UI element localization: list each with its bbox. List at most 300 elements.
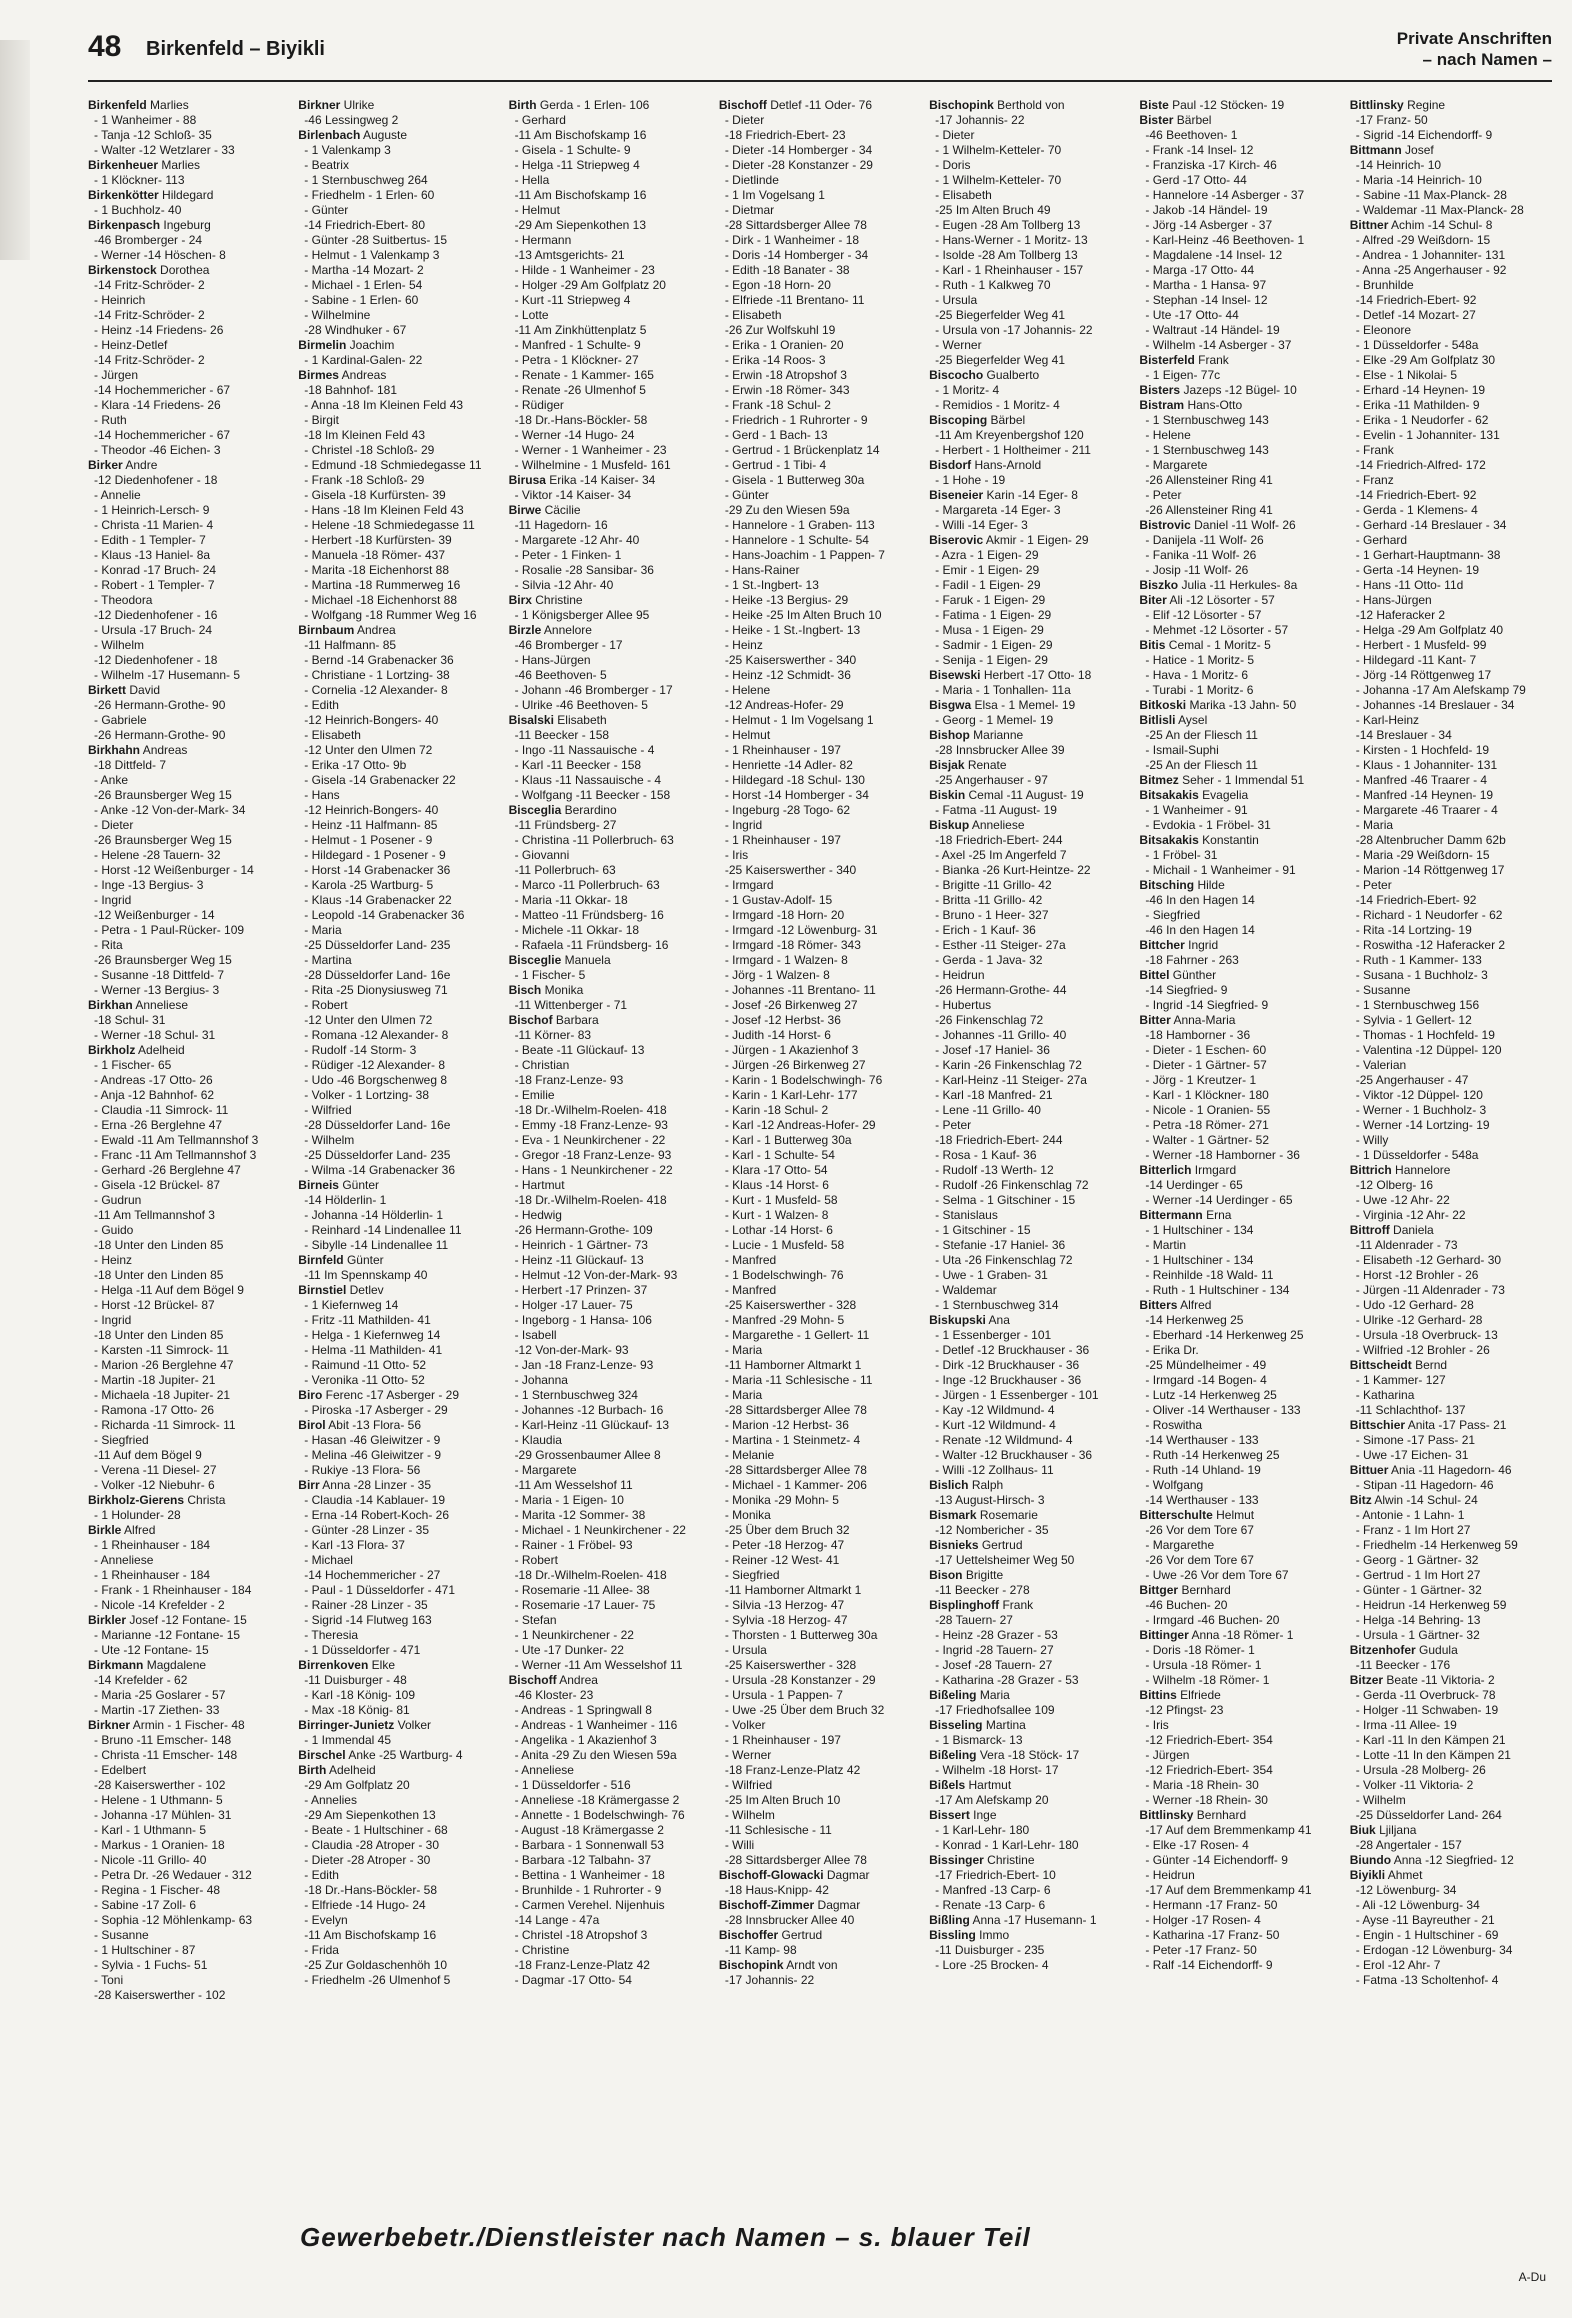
- entry-text: - Ute -17 Otto- 44: [1145, 308, 1239, 322]
- directory-entry: [1350, 308, 1550, 323]
- entry-text: - Werner -18 Schul- 31: [94, 1028, 216, 1042]
- entry-text: Rosemarie: [979, 1508, 1038, 1522]
- directory-entry: [509, 173, 709, 188]
- entry-text: -13 August-Hirsch- 3: [935, 1493, 1045, 1507]
- entry-surname: Birth: [298, 1763, 327, 1777]
- entry-text: Alwin -14 Schul- 24: [1374, 1493, 1478, 1507]
- directory-entry: [298, 308, 498, 323]
- entry-text: - Manfred - 1 Schulte- 9: [514, 338, 641, 352]
- entry-text: - Roswitha: [1145, 1418, 1203, 1432]
- entry-text: - Sophia -12 Möhlenkamp- 63: [94, 1913, 253, 1927]
- entry-text: - Marita -18 Eichenhorst 88: [304, 563, 450, 577]
- directory-entry: [929, 233, 1129, 248]
- entry-text: - Evelyn: [304, 1913, 348, 1927]
- entry-text: -28 Sittardsberger Allee 78: [724, 1853, 867, 1867]
- directory-entry: [719, 1283, 919, 1298]
- directory-entry: [719, 593, 919, 608]
- entry-text: - Hans -11 Otto- 11d: [1355, 578, 1464, 592]
- entry-text: - Heinz: [724, 638, 763, 652]
- directory-entry: [298, 1703, 498, 1718]
- entry-text: - 1 Wilhelm-Ketteler- 70: [935, 143, 1062, 157]
- directory-entry: [88, 188, 288, 203]
- entry-text: - Peter: [1355, 878, 1392, 892]
- directory-entry: [719, 368, 919, 383]
- directory-entry: [1350, 1523, 1550, 1538]
- entry-text: - Heinrich - 1 Gärtner- 73: [514, 1238, 648, 1252]
- directory-entry: [88, 1883, 288, 1898]
- directory-entry: [719, 263, 919, 278]
- entry-text: - Anneliese: [514, 1763, 574, 1777]
- entry-text: - Sabine -11 Max-Planck- 28: [1355, 188, 1507, 202]
- directory-entry: [88, 1733, 288, 1748]
- directory-entry: [1139, 1118, 1339, 1133]
- entry-surname: Birkenkötter: [88, 188, 159, 202]
- directory-entry: [298, 1643, 498, 1658]
- entry-text: - Karl -12 Andreas-Hofer- 29: [724, 1118, 876, 1132]
- directory-entry: [929, 608, 1129, 623]
- directory-entry: [298, 473, 498, 488]
- directory-entry: [929, 1298, 1129, 1313]
- directory-entry: [1350, 1253, 1550, 1268]
- directory-entry: [1139, 173, 1339, 188]
- directory-entry: [719, 1403, 919, 1418]
- entry-text: - Walter -12 Bruckhauser - 36: [935, 1448, 1093, 1462]
- entry-text: - Hermann: [514, 233, 572, 247]
- directory-entry: [1350, 1403, 1550, 1418]
- directory-entry: [719, 1478, 919, 1493]
- directory-entry: [1350, 1028, 1550, 1043]
- entry-text: - Jürgen -26 Birkenweg 27: [724, 1058, 866, 1072]
- entry-surname: Bittscheidt: [1349, 1358, 1412, 1372]
- entry-text: - Manfred -14 Heynen- 19: [1355, 788, 1494, 802]
- directory-entry: [719, 1928, 919, 1943]
- directory-entry: [1139, 1103, 1339, 1118]
- entry-text: Cemal - 1 Moritz- 5: [1168, 638, 1271, 652]
- directory-entry: [509, 1208, 709, 1223]
- directory-entry: [1350, 908, 1550, 923]
- directory-entry: [719, 1238, 919, 1253]
- directory-entry: [929, 1118, 1129, 1133]
- directory-entry: [298, 1853, 498, 1868]
- directory-entry: [719, 728, 919, 743]
- entry-text: - Maria - 1 Eigen- 10: [514, 1493, 624, 1507]
- entry-text: - Werner: [935, 338, 982, 352]
- entry-text: - Brunhilde - 1 Ruhrorter - 9: [514, 1883, 662, 1897]
- entry-text: - Piroska -17 Asberger - 29: [304, 1403, 448, 1417]
- directory-entry: [88, 413, 288, 428]
- entry-text: - 1 Hohe - 19: [935, 473, 1006, 487]
- entry-text: - Maria -18 Rhein- 30: [1145, 1778, 1259, 1792]
- entry-text: -25 Im Alten Bruch 10: [724, 1793, 841, 1807]
- entry-text: Gertrud: [981, 1538, 1023, 1552]
- directory-entry: [1139, 1658, 1339, 1673]
- directory-entry: [719, 383, 919, 398]
- directory-entry: [1350, 503, 1550, 518]
- directory-entry: [1139, 1448, 1339, 1463]
- directory-entry: [929, 1178, 1129, 1193]
- entry-text: - Esther -11 Steiger- 27a: [935, 938, 1066, 952]
- directory-entry: [929, 953, 1129, 968]
- entry-text: - Elisabeth -12 Gerhard- 30: [1355, 1253, 1502, 1267]
- entry-text: - Michael -18 Eichenhorst 88: [304, 593, 458, 607]
- directory-entry: [929, 188, 1129, 203]
- directory-entry: [509, 1673, 709, 1688]
- directory-entry: [298, 128, 498, 143]
- directory-entry: [509, 308, 709, 323]
- entry-text: -14 Fritz-Schröder- 2: [94, 278, 205, 292]
- entry-text: - Gudrun: [94, 1193, 142, 1207]
- entry-text: - Hildegard -18 Schul- 130: [724, 773, 865, 787]
- directory-entry: [1139, 1253, 1339, 1268]
- directory-entry: [1350, 878, 1550, 893]
- entry-text: -11 Duisburger - 48: [304, 1673, 407, 1687]
- directory-entry: [929, 893, 1129, 908]
- entry-text: Volker: [397, 1718, 431, 1732]
- entry-text: Christa: [187, 1493, 226, 1507]
- entry-surname: Bisseling: [929, 1718, 983, 1732]
- directory-entry: [298, 323, 498, 338]
- directory-entry: [719, 1118, 919, 1133]
- directory-entry: [929, 128, 1129, 143]
- entry-surname: Birol: [298, 1418, 326, 1432]
- entry-text: - Reinhilde -18 Wald- 11: [1145, 1268, 1274, 1282]
- entry-text: - Isolde -28 Am Tollberg 13: [935, 248, 1078, 262]
- directory-entry: [719, 713, 919, 728]
- directory-entry: [298, 968, 498, 983]
- entry-text: - Holger -29 Am Golfplatz 20: [514, 278, 666, 292]
- entry-surname: Birzle: [508, 623, 542, 637]
- directory-entry: [719, 1943, 919, 1958]
- directory-entry: [298, 668, 498, 683]
- entry-text: - Oliver -14 Werthauser - 133: [1145, 1403, 1301, 1417]
- entry-text: -11 Am Bischofskamp 16: [514, 128, 647, 142]
- directory-entry: [509, 428, 709, 443]
- entry-surname: Bistrovic: [1139, 518, 1191, 532]
- entry-text: - Anneliese -18 Krämergasse 2: [514, 1793, 680, 1807]
- directory-entry: [509, 1628, 709, 1643]
- entry-text: - Jan -18 Franz-Lenze- 93: [514, 1358, 654, 1372]
- directory-entry: [719, 1883, 919, 1898]
- directory-entry: [298, 788, 498, 803]
- entry-text: - Rafaela -11 Fründsberg- 16: [514, 938, 669, 952]
- entry-text: - Hans-Jürgen: [1355, 593, 1432, 607]
- directory-entry: [1350, 1448, 1550, 1463]
- directory-entry: [509, 1073, 709, 1088]
- entry-text: -46 In den Hagen 14: [1145, 893, 1255, 907]
- directory-entry: [1350, 1658, 1550, 1673]
- directory-entry: [1139, 683, 1339, 698]
- entry-text: -11 Hamborner Altmarkt 1: [724, 1583, 862, 1597]
- directory-entry: [298, 233, 498, 248]
- entry-text: - Nicole - 1 Oranien- 55: [1145, 1103, 1271, 1117]
- side-index-tab: [0, 40, 30, 260]
- directory-entry: [1139, 338, 1339, 353]
- directory-entry: [719, 1913, 919, 1928]
- directory-entry: [1350, 758, 1550, 773]
- entry-text: - Monika -29 Mohn- 5: [724, 1493, 839, 1507]
- directory-entry: [929, 698, 1129, 713]
- directory-entry: [88, 1253, 288, 1268]
- directory-entry: [88, 473, 288, 488]
- directory-entry: [1350, 1853, 1550, 1868]
- entry-text: - Maria: [724, 1343, 763, 1357]
- directory-entry: [1350, 1193, 1550, 1208]
- directory-entry: [298, 593, 498, 608]
- entry-text: - Jörg - 1 Kreutzer- 1: [1145, 1073, 1257, 1087]
- directory-entry: [298, 713, 498, 728]
- directory-entry: [298, 1103, 498, 1118]
- directory-entry: [298, 1808, 498, 1823]
- directory-entry: [509, 1883, 709, 1898]
- directory-entry: [88, 563, 288, 578]
- entry-text: - Antonie - 1 Lahn- 1: [1355, 1508, 1465, 1522]
- directory-entry: [298, 623, 498, 638]
- entry-surname: Bitsching: [1139, 878, 1195, 892]
- directory-entry: [1139, 758, 1339, 773]
- directory-entry: [509, 1343, 709, 1358]
- entry-text: -25 Kaiserswerther - 328: [724, 1298, 857, 1312]
- entry-text: - Frank -18 Schloß- 29: [304, 473, 425, 487]
- entry-text: -11 Am Zinkhüttenplatz 5: [514, 323, 647, 337]
- directory-entry: [929, 383, 1129, 398]
- directory-entry: [719, 1508, 919, 1523]
- entry-text: - Wilfried: [304, 1103, 352, 1117]
- entry-text: Inge: [973, 1808, 997, 1822]
- directory-entry: [929, 398, 1129, 413]
- entry-text: - Helmut: [724, 728, 771, 742]
- directory-entry: [719, 1268, 919, 1283]
- directory-entry: [88, 1673, 288, 1688]
- directory-entry: [1350, 413, 1550, 428]
- directory-entry: [509, 893, 709, 908]
- entry-text: - Inge -12 Bruckhauser - 36: [935, 1373, 1082, 1387]
- directory-entry: [1139, 458, 1339, 473]
- entry-text: - Jörg - 1 Walzen- 8: [724, 968, 830, 982]
- entry-text: - Else - 1 Nikolai- 5: [1355, 368, 1458, 382]
- directory-entry: [929, 1673, 1129, 1688]
- entry-surname: Biste: [1139, 98, 1169, 112]
- entry-text: - Sabine - 1 Erlen- 60: [304, 293, 419, 307]
- entry-text: -25 Kaiserswerther - 340: [724, 653, 857, 667]
- directory-entry: [88, 503, 288, 518]
- entry-surname: Bislich: [929, 1478, 969, 1492]
- directory-entry: [929, 533, 1129, 548]
- directory-entry: [1139, 1688, 1339, 1703]
- entry-text: - Rudolf -26 Finkenschlag 72: [935, 1178, 1089, 1192]
- entry-text: Akmir - 1 Eigen- 29: [985, 533, 1089, 547]
- entry-text: - Ursula -18 Römer- 1: [1145, 1658, 1262, 1672]
- directory-entry: [509, 563, 709, 578]
- directory-entry: [719, 503, 919, 518]
- directory-entry: [929, 1238, 1129, 1253]
- directory-entry: [88, 1598, 288, 1613]
- entry-text: Ingrid: [1188, 938, 1219, 952]
- directory-entry: [929, 728, 1129, 743]
- directory-entry: [509, 1388, 709, 1403]
- directory-entry: [509, 383, 709, 398]
- directory-entry: [719, 458, 919, 473]
- entry-text: Frank: [1002, 1598, 1034, 1612]
- directory-entry: [719, 1088, 919, 1103]
- directory-entry: [719, 1523, 919, 1538]
- entry-surname: Bittroff: [1349, 1223, 1390, 1237]
- directory-entry: [1350, 728, 1550, 743]
- entry-text: Aysel: [1178, 713, 1208, 727]
- entry-text: - 1 Königsberger Allee 95: [514, 608, 650, 622]
- directory-column: [1350, 98, 1550, 2178]
- entry-text: - Mehmet -12 Lösorter - 57: [1145, 623, 1289, 637]
- directory-entry: [88, 428, 288, 443]
- entry-text: - Dietmar: [724, 203, 775, 217]
- entry-text: - Christian: [514, 1058, 570, 1072]
- entry-text: Ali -12 Lösorter - 57: [1169, 593, 1275, 607]
- entry-surname: Birnbaum: [298, 623, 355, 637]
- entry-text: - Rüdiger: [514, 398, 564, 412]
- directory-entry: [719, 653, 919, 668]
- entry-text: - Willi: [724, 1838, 755, 1852]
- directory-entry: [1139, 203, 1339, 218]
- entry-text: - Christina -11 Pollerbruch- 63: [514, 833, 674, 847]
- entry-text: - Helmut: [514, 203, 560, 217]
- directory-entry: [719, 788, 919, 803]
- page-number: 48: [88, 30, 122, 63]
- entry-text: Joachim: [349, 338, 395, 352]
- entry-text: - Erika -14 Roos- 3: [724, 353, 826, 367]
- entry-text: -14 Werthauser - 133: [1145, 1433, 1259, 1447]
- directory-entry: [298, 1658, 498, 1673]
- directory-entry: [509, 1028, 709, 1043]
- directory-entry: [509, 1268, 709, 1283]
- entry-text: - Rita -25 Dionysiusweg 71: [304, 983, 448, 997]
- directory-entry: [88, 1448, 288, 1463]
- directory-entry: [1139, 323, 1339, 338]
- directory-entry: [88, 1628, 288, 1643]
- directory-entry: [719, 1538, 919, 1553]
- directory-entry: [1350, 683, 1550, 698]
- entry-text: Daniela: [1393, 1223, 1434, 1237]
- directory-entry: [298, 1313, 498, 1328]
- directory-entry: [88, 1418, 288, 1433]
- directory-entry: [1350, 1898, 1550, 1913]
- entry-surname: Birkner: [88, 1718, 131, 1732]
- directory-entry: [929, 1208, 1129, 1223]
- directory-entry: [1139, 1778, 1339, 1793]
- directory-entry: [509, 1943, 709, 1958]
- directory-entry: [719, 533, 919, 548]
- directory-entry: [1350, 1358, 1550, 1373]
- directory-entry: [719, 848, 919, 863]
- entry-text: Magdalene: [146, 1658, 207, 1672]
- directory-entry: [509, 623, 709, 638]
- entry-text: - Erika - 1 Oranien- 20: [724, 338, 844, 352]
- entry-text: -14 Breslauer - 34: [1355, 728, 1452, 742]
- directory-entry: [298, 518, 498, 533]
- entry-text: - 1 Neunkirchener - 22: [514, 1628, 634, 1642]
- entry-text: - Wilhelm: [1355, 1793, 1406, 1807]
- entry-surname: Bitsakakis: [1139, 788, 1199, 802]
- entry-text: - Manfred: [724, 1283, 777, 1297]
- directory-entry: [719, 1658, 919, 1673]
- entry-surname: Birker: [88, 458, 123, 472]
- directory-entry: [719, 488, 919, 503]
- entry-text: - Sibylle -14 Lindenallee 11: [304, 1238, 449, 1252]
- directory-entry: [88, 788, 288, 803]
- directory-entry: [1139, 428, 1339, 443]
- directory-entry: [298, 563, 498, 578]
- directory-entry: [509, 113, 709, 128]
- directory-entry: [298, 893, 498, 908]
- directory-entry: [929, 1943, 1129, 1958]
- entry-surname: Biszko: [1139, 578, 1179, 592]
- entry-surname: Biskin: [929, 788, 966, 802]
- entry-surname: Bisdorf: [929, 458, 972, 472]
- entry-text: Marlies: [150, 98, 189, 112]
- entry-text: - Claudia -28 Atroper - 30: [304, 1838, 440, 1852]
- entry-text: - Gertrud - 1 Brückenplatz 14: [724, 443, 880, 457]
- entry-text: -12 Löwenburg- 34: [1355, 1883, 1457, 1897]
- directory-entry: [88, 1508, 288, 1523]
- directory-entry: [929, 1193, 1129, 1208]
- entry-text: -25 Angerhauser - 47: [1355, 1073, 1469, 1087]
- directory-entry: [719, 1553, 919, 1568]
- directory-entry: [929, 638, 1129, 653]
- entry-surname: Bisters: [1139, 383, 1181, 397]
- entry-surname: Bischoff-Zimmer: [718, 1898, 815, 1912]
- directory-entry: [298, 1328, 498, 1343]
- entry-text: - Günter: [304, 203, 349, 217]
- directory-entry: [929, 1718, 1129, 1733]
- header-section-line1: Private Anschriften: [1396, 29, 1552, 48]
- directory-entry: [509, 1253, 709, 1268]
- directory-entry: [1139, 353, 1339, 368]
- entry-surname: Birkholz-Gierens: [88, 1493, 185, 1507]
- entry-text: - Waldemar -11 Max-Planck- 28: [1355, 203, 1524, 217]
- directory-entry: [929, 1763, 1129, 1778]
- directory-entry: [719, 833, 919, 848]
- directory-entry: [719, 173, 919, 188]
- directory-entry: [509, 158, 709, 173]
- entry-text: - Erika - 1 Neudorfer - 62: [1355, 413, 1489, 427]
- directory-entry: [88, 638, 288, 653]
- entry-text: - Edmund -18 Schmiedegasse 11: [304, 458, 482, 472]
- directory-entry: [719, 1388, 919, 1403]
- entry-text: - Nicole -11 Grillo- 40: [94, 1853, 207, 1867]
- directory-entry: [1350, 1478, 1550, 1493]
- entry-text: - Maria -25 Goslarer - 57: [94, 1688, 226, 1702]
- entry-text: -29 Am Siepenkothen 13: [304, 1808, 436, 1822]
- directory-entry: [298, 803, 498, 818]
- entry-text: Achim -14 Schul- 8: [1391, 218, 1493, 232]
- directory-entry: [929, 803, 1129, 818]
- directory-entry: [1139, 863, 1339, 878]
- entry-text: - Elke -29 Am Golfplatz 30: [1355, 353, 1496, 367]
- entry-text: - Martina - 1 Steinmetz- 4: [724, 1433, 861, 1447]
- entry-text: - Engin - 1 Hultschiner - 69: [1355, 1928, 1499, 1942]
- entry-text: - Annette - 1 Bodelschwingh- 76: [514, 1808, 685, 1822]
- entry-text: -12 Von-der-Mark- 93: [514, 1343, 629, 1357]
- directory-entry: [1139, 218, 1339, 233]
- directory-entry: [1139, 263, 1339, 278]
- entry-text: - Barbara - 1 Sonnenwall 53: [514, 1838, 664, 1852]
- entry-text: - Marion -12 Herbst- 36: [724, 1418, 849, 1432]
- directory-entry: [1139, 923, 1339, 938]
- directory-entry: [719, 1358, 919, 1373]
- entry-text: -12 Unter den Ulmen 72: [304, 743, 433, 757]
- directory-columns: [88, 98, 1550, 2178]
- directory-entry: [298, 1343, 498, 1358]
- entry-text: - Wilhelm -14 Asberger - 37: [1145, 338, 1292, 352]
- entry-surname: Birkett: [88, 683, 127, 697]
